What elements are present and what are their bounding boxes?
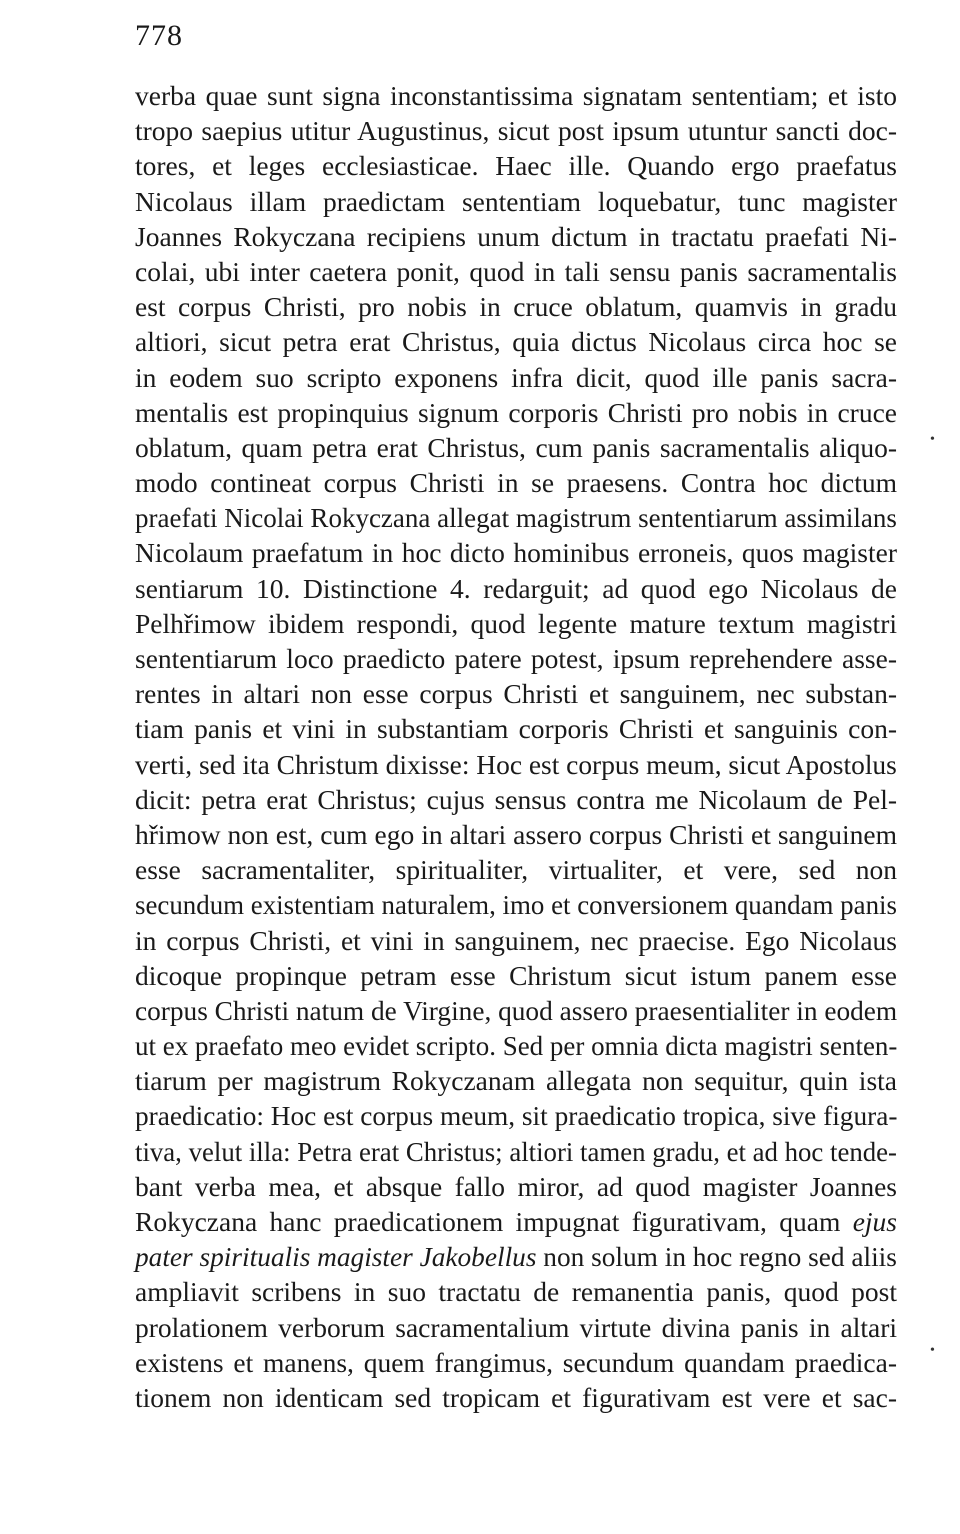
text-line: Nicolaum praefatum in hoc dicto hominibus erroneis, quos magister: [135, 537, 897, 569]
italic-segment: pater spiritualis magister Jakobellus: [135, 1241, 537, 1273]
italic-segment: ejus: [852, 1206, 897, 1237]
text-line: Pelhřimow ibidem respondi, quod legente mature textum magistri: [135, 607, 897, 639]
text-line: hřimow non est, cum ego in altari assero corpus Christi et sanguinem: [135, 818, 897, 850]
text-line: tiam panis et vini in substantiam corporis Christi et sanguinis con-: [135, 713, 897, 745]
text-line: sententiarum loco praedicto patere potest, ipsum reprehendere asse-: [135, 643, 897, 674]
text-line: tionem non identicam sed tropicam et figurativam est vere et sac-: [135, 1381, 897, 1413]
text-line: tores, et leges ecclesiasticae. Haec ille. Quando ergo praefatus: [135, 150, 897, 182]
text-line: oblatum, quam petra erat Christus, cum panis sacramentalis aliquo-: [135, 431, 897, 463]
text-line: Nicolaus illam praedictam sententiam loquebatur, tunc magister: [135, 185, 897, 217]
text-line: secundum existentiam naturalem, imo et conversionem quandam panis: [135, 889, 897, 921]
text-line: esse sacramentaliter, spiritualiter, virtualiter, et vere, sed non: [135, 854, 897, 886]
page-number: 778: [135, 19, 183, 52]
text-line: corpus Christi natum de Virgine, quod assero praesentialiter in eodem: [135, 994, 898, 1026]
text-line: tiarum per magistrum Rokyczanam allegata non sequitur, quin ista: [135, 1065, 897, 1097]
text-line: in corpus Christi, et vini in sanguinem, nec praecise. Ego Nicolaus: [135, 924, 897, 956]
text-line: ut ex praefato meo evidet scripto. Sed per omnia dicta magistri senten-: [135, 1030, 898, 1062]
text-line: in eodem suo scripto exponens infra dicit, quod ille panis sacra-: [135, 361, 897, 393]
text-line: mentalis est propinquius signum corporis Christi pro nobis in cruce: [135, 396, 897, 428]
text-line-mixed: [135, 1239, 897, 1274]
text-line: verti, sed ita Christum dixisse: Hoc est corpus meum, sicut Apostolus: [135, 748, 897, 780]
text-line: colai, ubi inter caetera ponit, quod in tali sensu panis sacramentalis: [135, 255, 897, 287]
text-line: bant verba mea, et absque fallo miror, ad quod magister Joannes: [135, 1170, 897, 1202]
text-line: tropo saepius utitur Augustinus, sicut post ipsum utuntur sancti doc-: [135, 115, 897, 147]
text-line: verba quae sunt signa inconstantissima signatam sententiam; et isto: [135, 80, 897, 111]
text-line: dicit: petra erat Christus; cujus sensus contra me Nicolaum de Pel-: [135, 783, 897, 815]
text-line: Joannes Rokyczana recipiens unum dictum in tractatu praefati Ni-: [135, 220, 897, 252]
body-text: [135, 78, 897, 1415]
text-line: sentiarum 10. Distinctione 4. redarguit; ad quod ego Nicolaus de: [135, 572, 897, 604]
text-line: est corpus Christi, pro nobis in cruce oblatum, quamvis in gradu: [135, 291, 897, 323]
text-line: tiva, velut illa: Petra erat Christus; altiori tamen gradu, et ad hoc tende-: [135, 1135, 897, 1167]
margin-mark: •: [930, 1343, 935, 1358]
margin-mark: •: [930, 432, 935, 447]
text-line: prolationem verborum sacramentalium virtute divina panis in altari: [135, 1311, 897, 1343]
text-line: praefati Nicolai Rokyczana allegat magistrum sententiarum assimilans: [135, 502, 897, 534]
text-line: existens et manens, quem frangimus, secundum quandam praedica-: [135, 1346, 897, 1378]
text-line-mixed: [135, 1204, 897, 1239]
text-line: rentes in altari non esse corpus Christi et sanguinem, nec substan-: [135, 678, 897, 710]
text-segment: non solum in hoc regno sed aliis: [543, 1241, 897, 1273]
text-line: dicoque propinque petram esse Christum sicut istum panem esse: [135, 959, 897, 991]
text-line: altiori, sicut petra erat Christus, quia dictus Nicolaus circa hoc se: [135, 326, 897, 358]
text-segment: Rokyczana hanc praedicationem impugnat figurativam, quam: [135, 1206, 841, 1237]
text-line: modo contineat corpus Christi in se praesens. Contra hoc dictum: [135, 467, 897, 499]
text-line: ampliavit scribens in suo tractatu de remanentia panis, quod post: [135, 1276, 897, 1308]
text-line: praedicatio: Hoc est corpus meum, sit praedicatio tropica, sive figura-: [135, 1100, 898, 1132]
